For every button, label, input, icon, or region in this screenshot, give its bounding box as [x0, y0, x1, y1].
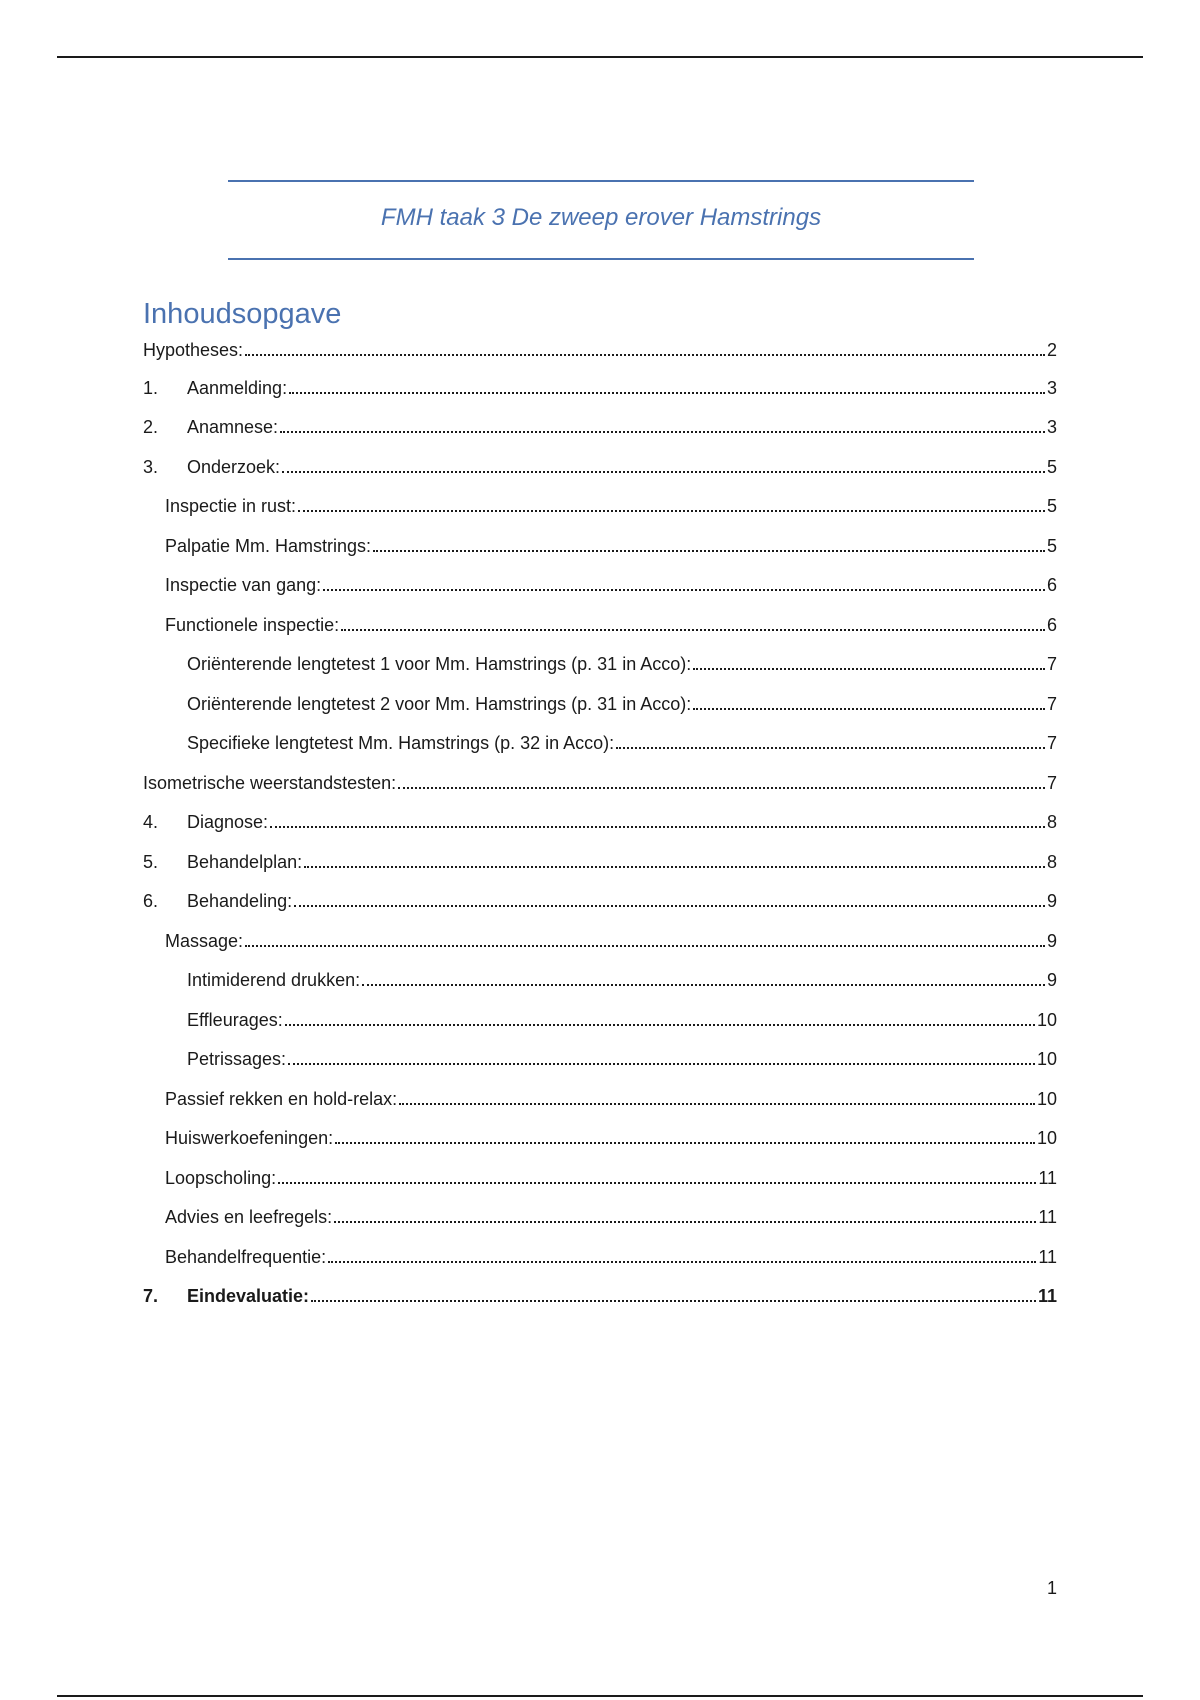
toc-entry[interactable]: [143, 415, 1057, 439]
toc-dot-leader: [278, 1182, 1036, 1184]
toc-entry-page: 8: [1046, 812, 1057, 832]
title-block: [228, 180, 974, 260]
toc-entry-page: 11: [1038, 1207, 1057, 1227]
toc-dot-leader: [245, 945, 1045, 947]
toc-entry-label: Massage:: [165, 931, 244, 951]
toc-entry-number: 7.: [143, 1286, 159, 1306]
toc-entry-page: 11: [1037, 1286, 1057, 1306]
toc-dot-leader: [289, 392, 1045, 394]
toc-entry-number: 3.: [143, 457, 159, 477]
toc-dot-leader: [323, 589, 1045, 591]
toc-entry-label: Huiswerkoefeningen:: [165, 1128, 334, 1148]
toc-entry-page: 3: [1046, 417, 1057, 437]
toc-dot-leader: [693, 668, 1045, 670]
toc-entry-page: 7: [1046, 654, 1057, 674]
toc-entry-page: 9: [1046, 891, 1057, 911]
toc-entry-page: 11: [1038, 1247, 1057, 1267]
toc-entry[interactable]: [165, 534, 1057, 558]
toc-entry-label: Intimiderend drukken:: [187, 970, 361, 990]
toc-entry[interactable]: [143, 376, 1057, 400]
toc-entry[interactable]: [143, 1284, 1057, 1308]
toc-entry-number: 1.: [143, 378, 159, 398]
toc-dot-leader: [341, 629, 1045, 631]
toc-entry-label: Petrissages:: [187, 1049, 287, 1069]
toc-entry-page: 10: [1036, 1128, 1057, 1148]
toc-entry-page: 9: [1046, 931, 1057, 951]
toc-entry[interactable]: [165, 613, 1057, 637]
toc-entry[interactable]: [143, 455, 1057, 479]
toc-entry-page: 9: [1046, 970, 1057, 990]
page-footer-rule: [57, 1695, 1143, 1697]
document-title: FMH taak 3 De zweep erover Hamstrings: [380, 204, 822, 231]
toc-entry[interactable]: [143, 338, 1057, 362]
toc-entry-label: Oriënterende lengtetest 2 voor Mm. Hamstrings (p. 31 in Acco):: [187, 694, 692, 714]
toc-entry[interactable]: [143, 810, 1057, 834]
toc-entry-page: 7: [1046, 733, 1057, 753]
toc-entry-number: 5.: [143, 852, 159, 872]
toc-entry-label: Behandelfrequentie:: [165, 1247, 327, 1267]
toc-entry-label: Oriënterende lengtetest 1 voor Mm. Hamstrings (p. 31 in Acco):: [187, 654, 692, 674]
toc-entry-label: Passief rekken en hold-relax:: [165, 1089, 398, 1109]
toc-entry[interactable]: [165, 929, 1057, 953]
toc-entry[interactable]: [165, 1245, 1057, 1269]
toc-entry[interactable]: [165, 573, 1057, 597]
toc-dot-leader: [328, 1261, 1036, 1263]
toc-entry[interactable]: [165, 1166, 1057, 1190]
page-number: 1: [1046, 1578, 1057, 1598]
toc-entry[interactable]: [165, 494, 1057, 518]
toc-dot-leader: [285, 1024, 1035, 1026]
toc-entry-page: 10: [1036, 1010, 1057, 1030]
toc-dot-leader: [294, 905, 1045, 907]
toc-entry-page: 8: [1046, 852, 1057, 872]
toc-dot-leader: [373, 550, 1045, 552]
toc-entry-label: Loopscholing:: [165, 1168, 277, 1188]
page-header-rule: [57, 56, 1143, 58]
toc-entry-page: 10: [1036, 1089, 1057, 1109]
title-rule-bottom: [228, 258, 974, 260]
toc-entry-page: 5: [1046, 536, 1057, 556]
toc-dot-leader: [288, 1063, 1035, 1065]
toc-entry-label: Diagnose:: [187, 812, 269, 832]
toc-entry-label: Palpatie Mm. Hamstrings:: [165, 536, 372, 556]
toc-entry-label: Functionele inspectie:: [165, 615, 340, 635]
toc-entry-page: 11: [1038, 1168, 1057, 1188]
toc-entry[interactable]: [187, 652, 1057, 676]
toc-entry-number: 2.: [143, 417, 159, 437]
toc-entry[interactable]: [187, 968, 1057, 992]
toc-entry-page: 7: [1046, 694, 1057, 714]
toc-entry-page: 7: [1046, 773, 1057, 793]
toc-entry-label: Isometrische weerstandstesten:: [143, 773, 397, 793]
toc-entry-label: Inspectie van gang:: [165, 575, 322, 595]
toc-entry-page: 6: [1046, 575, 1057, 595]
toc-entry[interactable]: [143, 889, 1057, 913]
toc-entry-label: Aanmelding:: [187, 378, 288, 398]
title-rule-top: [228, 180, 974, 182]
toc-entry[interactable]: [187, 692, 1057, 716]
toc-entry[interactable]: [143, 850, 1057, 874]
toc-entry-label: Behandeling:: [187, 891, 293, 911]
toc-dot-leader: [362, 984, 1045, 986]
toc-dot-leader: [282, 471, 1045, 473]
toc-dot-leader: [335, 1142, 1035, 1144]
toc-entry[interactable]: [143, 771, 1057, 795]
toc-entry[interactable]: [165, 1087, 1057, 1111]
toc-dot-leader: [280, 431, 1045, 433]
toc-dot-leader: [311, 1300, 1036, 1302]
toc-entry-label: Anamnese:: [187, 417, 279, 437]
toc-entry-label: Advies en leefregels:: [165, 1207, 333, 1227]
toc-entry[interactable]: [165, 1205, 1057, 1229]
toc-dot-leader: [270, 826, 1045, 828]
toc-entry-label: Onderzoek:: [187, 457, 281, 477]
toc-entry-label: Eindevaluatie:: [187, 1286, 310, 1306]
toc-entry[interactable]: [187, 1008, 1057, 1032]
toc-dot-leader: [334, 1221, 1036, 1223]
toc-entry-page: 3: [1046, 378, 1057, 398]
toc-dot-leader: [245, 354, 1045, 356]
toc-entry-number: 4.: [143, 812, 159, 832]
toc-dot-leader: [616, 747, 1045, 749]
toc-dot-leader: [399, 1103, 1035, 1105]
toc-dot-leader: [298, 510, 1045, 512]
toc-entry-label: Effleurages:: [187, 1010, 283, 1030]
toc-entry-page: 10: [1036, 1049, 1057, 1069]
toc-dot-leader: [693, 708, 1045, 710]
toc-entry-page: 6: [1046, 615, 1057, 635]
toc-entry-label: Specifieke lengtetest Mm. Hamstrings (p. 32 in Acco):: [187, 733, 615, 753]
toc-entry-number: 6.: [143, 891, 159, 911]
toc-entry-label: Behandelplan:: [187, 852, 303, 872]
toc-entry[interactable]: [165, 1126, 1057, 1150]
toc-entry-page: 2: [1046, 340, 1057, 360]
toc-dot-leader: [304, 866, 1045, 868]
toc-entry[interactable]: [187, 731, 1057, 755]
toc-heading: Inhoudsopgave: [143, 298, 342, 330]
toc-entry[interactable]: [187, 1047, 1057, 1071]
toc-entry-page: 5: [1046, 496, 1057, 516]
toc-entry-label: Hypotheses:: [143, 340, 244, 360]
toc-dot-leader: [398, 787, 1045, 789]
toc-entry-page: 5: [1046, 457, 1057, 477]
toc-entry-label: Inspectie in rust:: [165, 496, 297, 516]
